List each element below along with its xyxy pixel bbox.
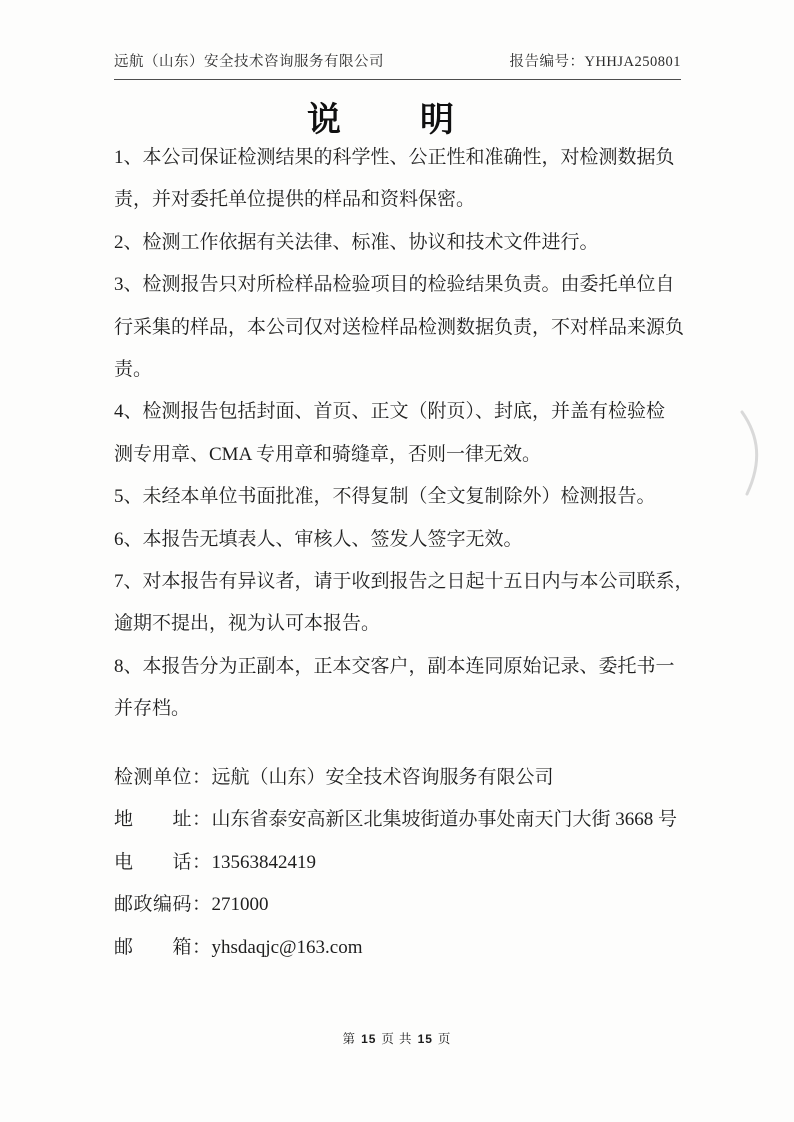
note-line-8: 测专用章、CMA 专用章和骑缝章，否则一律无效。: [114, 443, 541, 465]
note-line-14: 并存档。: [114, 698, 191, 720]
footer-middle: 页 共: [381, 1032, 413, 1046]
contact-label-unit: 检测单位：: [114, 767, 212, 788]
contact-row-unit: [114, 757, 677, 799]
note-line-6: 责。: [114, 359, 153, 381]
contact-value-postcode: 271000: [211, 894, 269, 916]
header-report-number: 报告编号：YHHJA250801: [509, 54, 681, 70]
contact-value-address: 山东省泰安高新区北集坡街道办事处南天门大街 3668 号: [211, 809, 678, 831]
contact-label-email: 邮 箱：: [114, 936, 212, 958]
note-line-4: 3、检测报告只对所检样品检验项目的检验结果负责。由委托单位自: [114, 274, 675, 296]
notes-section: [114, 137, 694, 731]
page-title: [0, 92, 794, 141]
note-line-2: 责，并对委托单位提供的样品和资料保密。: [114, 189, 476, 211]
note-line-9: 5、未经本单位书面批准，不得复制（全文复制除外）检测报告。: [114, 486, 656, 508]
note-line-1: 1、本公司保证检测结果的科学性、公正性和准确性，对检测数据负: [114, 147, 675, 168]
footer-total-page-number: 15: [417, 1032, 433, 1046]
contact-row-email: [114, 927, 677, 969]
note-line-13: 8、本报告分为正副本，正本交客户，副本连同原始记录、委托书一: [114, 655, 675, 677]
contact-label-address: 地 址：: [114, 809, 212, 831]
contact-row-postcode: [114, 884, 677, 926]
note-line-5: 行采集的样品，本公司仅对送检样品检测数据负责，不对样品来源负: [114, 316, 685, 338]
contact-label-postcode: 邮政编码：: [114, 894, 212, 916]
contact-label-phone: 电 话：: [114, 851, 212, 873]
note-line-11: 7、对本报告有异议者，请于收到报告之日起十五日内与本公司联系，: [114, 571, 694, 593]
footer-suffix: 页: [437, 1032, 452, 1046]
note-line-10: 6、本报告无填表人、审核人、签发人签字无效。: [114, 528, 523, 550]
contact-value-phone: 13563842419: [211, 851, 317, 873]
title-char-shuo: 说: [307, 102, 342, 139]
contact-value-unit: 远航（山东）安全技术咨询服务有限公司: [211, 767, 554, 788]
footer-prefix: 第: [342, 1032, 357, 1046]
footer-current-page-number: 15: [361, 1032, 377, 1046]
header-company-name: 远航（山东）安全技术咨询服务有限公司: [114, 54, 384, 70]
note-line-3: 2、检测工作依据有关法律、标准、协议和技术文件进行。: [114, 231, 599, 253]
contact-row-phone: [114, 842, 677, 884]
contact-row-address: [114, 799, 677, 841]
page-footer: [0, 1029, 794, 1047]
note-line-12: 逾期不提出，视为认可本报告。: [114, 613, 381, 635]
page-curl-scan-artifact: [738, 408, 764, 503]
page-header: [114, 50, 681, 80]
title-char-ming: 明: [420, 102, 455, 139]
note-line-7: 4、检测报告包括封面、首页、正文（附页）、封底，并盖有检验检: [114, 401, 666, 423]
contact-section: [114, 757, 677, 969]
contact-value-email: yhsdaqjc@163.com: [211, 936, 363, 958]
